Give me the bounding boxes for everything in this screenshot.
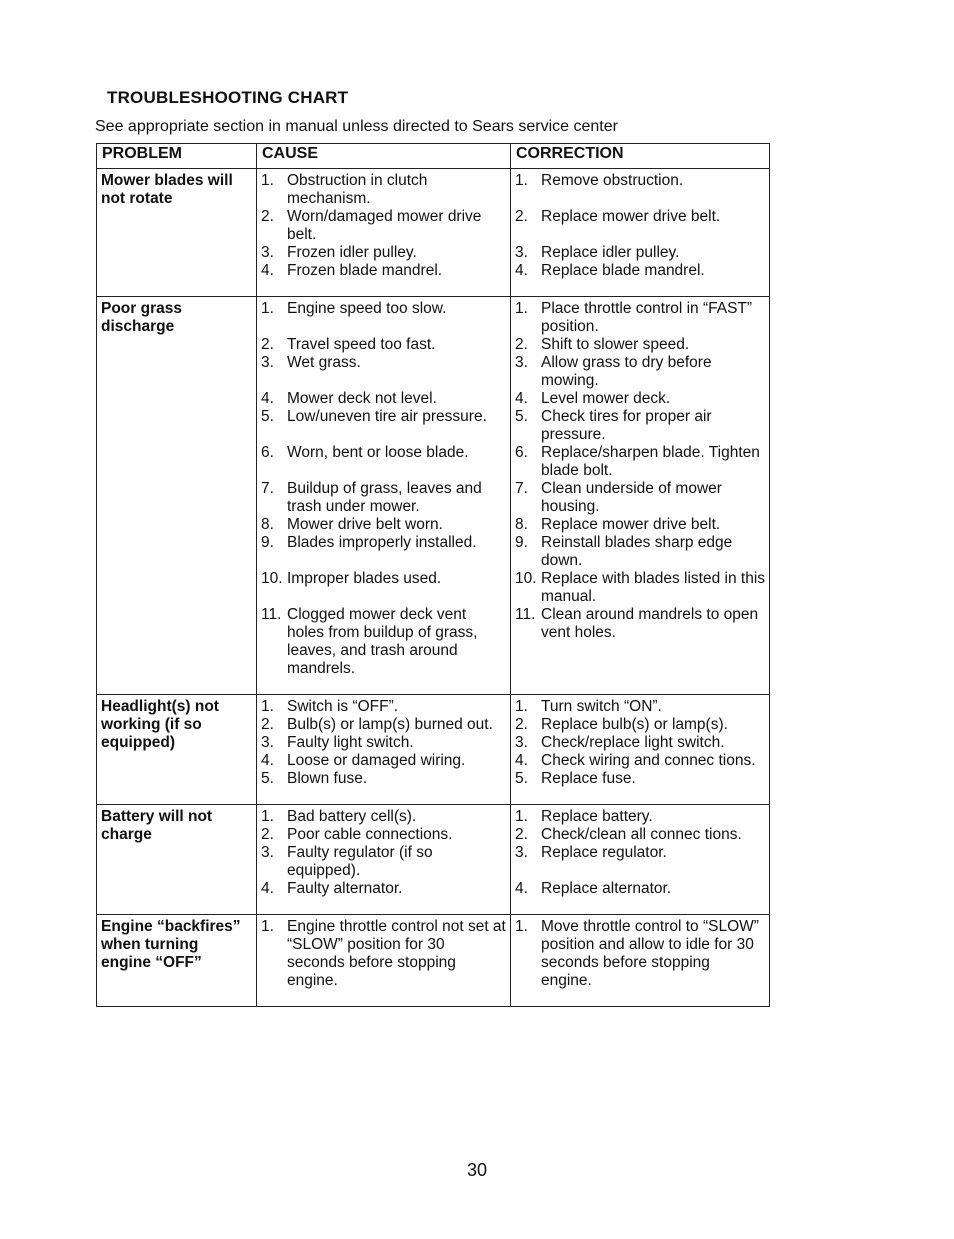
cause-text: Engine speed too slow. (287, 300, 447, 317)
item-number: 6. (515, 444, 528, 461)
correction-item (515, 716, 765, 734)
cause-item (261, 390, 506, 408)
correction-text: Clean underside of mower housing. (541, 480, 722, 515)
correction-text: Replace bulb(s) or lamp(s). (541, 716, 728, 733)
item-number: 4. (515, 262, 528, 279)
cause-item (261, 244, 506, 262)
cause-text: Bad battery cell(s). (287, 808, 417, 825)
cause-text: Frozen blade mandrel. (287, 262, 443, 279)
item-number: 6. (261, 444, 274, 461)
correction-item (515, 300, 765, 336)
correction-text: Check wiring and connec tions. (541, 752, 756, 769)
table-body (97, 169, 770, 1007)
correction-cell (511, 915, 770, 1007)
item-number: 2. (261, 208, 274, 225)
cause-list (261, 698, 506, 788)
cause-text: Faulty light switch. (287, 734, 414, 751)
cause-item (261, 480, 506, 516)
correction-text: Check/replace light switch. (541, 734, 725, 751)
cause-item (261, 880, 506, 898)
cause-item (261, 534, 506, 570)
correction-text: Reinstall blades sharp edge down. (541, 534, 733, 569)
correction-list (515, 698, 765, 788)
correction-text: Replace battery. (541, 808, 653, 825)
cause-text: Improper blades used. (287, 570, 442, 587)
cause-text: Blown fuse. (287, 770, 368, 787)
correction-item (515, 826, 765, 844)
cause-item (261, 770, 506, 788)
correction-text: Replace blade mandrel. (541, 262, 705, 279)
cause-item (261, 516, 506, 534)
table-header-row (97, 144, 770, 169)
item-number: 5. (261, 770, 274, 787)
correction-item (515, 808, 765, 826)
correction-text: Check/clean all connec tions. (541, 826, 742, 843)
correction-item (515, 880, 765, 898)
item-number: 10. (515, 570, 537, 587)
correction-text: Replace/sharpen blade. Tighten blade bolt. (541, 444, 760, 479)
item-number: 4. (261, 262, 274, 279)
item-number: 8. (515, 516, 528, 533)
correction-item (515, 354, 765, 390)
cause-item (261, 570, 506, 606)
cause-text: Switch is “OFF”. (287, 698, 399, 715)
item-number: 4. (261, 390, 274, 407)
cause-text: Blades improperly installed. (287, 534, 477, 551)
item-number: 2. (261, 336, 274, 353)
table-row (97, 805, 770, 915)
cause-text: Faulty regulator (if so equipped). (287, 844, 433, 879)
item-number: 3. (515, 844, 528, 861)
correction-text: Replace alternator. (541, 880, 672, 897)
cause-item (261, 844, 506, 880)
table-row (97, 297, 770, 695)
problem-cell: Engine “backfires” when turning engine “OFF” (97, 915, 257, 1007)
correction-item (515, 172, 765, 208)
item-number: 10. (261, 570, 283, 587)
correction-item (515, 534, 765, 570)
item-number: 1. (261, 698, 274, 715)
correction-text: Replace fuse. (541, 770, 636, 787)
cause-list (261, 808, 506, 898)
item-number: 4. (515, 752, 528, 769)
cause-text: Travel speed too fast. (287, 336, 436, 353)
correction-text: Place throttle control in “FAST” position. (541, 300, 753, 335)
correction-item (515, 390, 765, 408)
correction-text: Remove obstruction. (541, 172, 684, 189)
cause-text: Engine throttle control not set at “SLOW” position for 30 seconds before stopping engine. (287, 918, 506, 989)
table-row (97, 169, 770, 297)
correction-item (515, 208, 765, 244)
correction-item (515, 752, 765, 770)
cause-item (261, 300, 506, 336)
problem-cell: Poor grass discharge (97, 297, 257, 695)
page-number: 30 (466, 1160, 488, 1180)
table-row (97, 695, 770, 805)
correction-item (515, 444, 765, 480)
cause-item (261, 262, 506, 280)
item-number: 5. (261, 408, 274, 425)
correction-item (515, 336, 765, 354)
cause-item (261, 354, 506, 390)
item-number: 1. (261, 918, 274, 935)
problem-cell: Headlight(s) not working (if so equipped) (97, 695, 257, 805)
correction-item (515, 244, 765, 262)
correction-text: Replace idler pulley. (541, 244, 680, 261)
correction-item (515, 844, 765, 880)
correction-item (515, 408, 765, 444)
header-correction: CORRECTION (511, 144, 770, 169)
cause-text: Worn, bent or loose blade. (287, 444, 469, 461)
chart-subtitle: See appropriate section in manual unless directed to Sears service center (95, 118, 618, 135)
correction-cell (511, 805, 770, 915)
item-number: 2. (261, 716, 274, 733)
cause-cell (257, 915, 511, 1007)
correction-text: Replace mower drive belt. (541, 516, 721, 533)
item-number: 9. (515, 534, 528, 551)
correction-text: Replace regulator. (541, 844, 667, 861)
cause-cell (257, 695, 511, 805)
cause-text: Faulty alternator. (287, 880, 403, 897)
cause-item (261, 918, 506, 990)
cause-text: Poor cable connections. (287, 826, 453, 843)
item-number: 7. (261, 480, 274, 497)
header-cause: CAUSE (257, 144, 511, 169)
item-number: 2. (515, 208, 528, 225)
cause-item (261, 808, 506, 826)
item-number: 3. (261, 244, 274, 261)
correction-text: Clean around mandrels to open vent holes. (541, 606, 759, 641)
cause-text: Mower deck not level. (287, 390, 437, 407)
item-number: 5. (515, 408, 528, 425)
cause-text: Loose or damaged wiring. (287, 752, 466, 769)
cause-list (261, 918, 506, 990)
item-number: 1. (261, 808, 274, 825)
correction-text: Level mower deck. (541, 390, 671, 407)
correction-text: Shift to slower speed. (541, 336, 690, 353)
item-number: 1. (515, 918, 528, 935)
cause-text: Obstruction in clutch mechanism. (287, 172, 428, 207)
correction-cell (511, 297, 770, 695)
correction-list (515, 918, 765, 990)
item-number: 2. (515, 716, 528, 733)
cause-item (261, 716, 506, 734)
cause-item (261, 698, 506, 716)
cause-list (261, 300, 506, 678)
header-problem: PROBLEM (97, 144, 257, 169)
item-number: 4. (261, 752, 274, 769)
item-number: 1. (515, 698, 528, 715)
cause-cell (257, 297, 511, 695)
cause-text: Wet grass. (287, 354, 361, 371)
cause-item (261, 752, 506, 770)
item-number: 9. (261, 534, 274, 551)
troubleshooting-table (96, 143, 770, 1007)
cause-item (261, 606, 506, 678)
correction-item (515, 262, 765, 280)
cause-item (261, 826, 506, 844)
correction-list (515, 300, 765, 678)
correction-list (515, 172, 765, 280)
item-number: 7. (515, 480, 528, 497)
item-number: 1. (515, 172, 528, 189)
item-number: 2. (515, 826, 528, 843)
cause-text: Clogged mower deck vent holes from buildup of grass, leaves, and trash around mandrels. (287, 606, 478, 677)
correction-item (515, 606, 765, 678)
cause-text: Buildup of grass, leaves and trash under mower. (287, 480, 482, 515)
correction-item (515, 570, 765, 606)
cause-text: Low/uneven tire air pressure. (287, 408, 487, 425)
cause-text: Bulb(s) or lamp(s) burned out. (287, 716, 493, 733)
correction-list (515, 808, 765, 898)
item-number: 5. (515, 770, 528, 787)
item-number: 2. (515, 336, 528, 353)
correction-cell (511, 169, 770, 297)
correction-text: Turn switch “ON”. (541, 698, 662, 715)
correction-item (515, 698, 765, 716)
item-number: 4. (515, 880, 528, 897)
cause-cell (257, 169, 511, 297)
cause-cell (257, 805, 511, 915)
item-number: 1. (515, 300, 528, 317)
problem-cell: Battery will not charge (97, 805, 257, 915)
correction-text: Replace with blades listed in this manual. (541, 570, 766, 605)
correction-item (515, 480, 765, 516)
cause-item (261, 208, 506, 244)
cause-text: Mower drive belt worn. (287, 516, 443, 533)
correction-text: Check tires for proper air pressure. (541, 408, 712, 443)
correction-item (515, 770, 765, 788)
cause-text: Frozen idler pulley. (287, 244, 417, 261)
item-number: 8. (261, 516, 274, 533)
cause-item (261, 336, 506, 354)
item-number: 1. (261, 172, 274, 189)
item-number: 3. (261, 844, 274, 861)
item-number: 3. (515, 244, 528, 261)
item-number: 1. (515, 808, 528, 825)
cause-item (261, 172, 506, 208)
item-number: 4. (515, 390, 528, 407)
item-number: 4. (261, 880, 274, 897)
item-number: 3. (261, 354, 274, 371)
correction-text: Replace mower drive belt. (541, 208, 721, 225)
item-number: 1. (261, 300, 274, 317)
correction-text: Allow grass to dry before mowing. (541, 354, 712, 389)
chart-title: TROUBLESHOOTING CHART (107, 88, 349, 107)
correction-item (515, 918, 765, 990)
correction-cell (511, 695, 770, 805)
cause-item (261, 444, 506, 480)
problem-cell: Mower blades will not rotate (97, 169, 257, 297)
correction-item (515, 516, 765, 534)
item-number: 3. (515, 354, 528, 371)
correction-text: Move throttle control to “SLOW” position and allow to idle for 30 seconds before stopping engine. (541, 918, 759, 989)
item-number: 11. (515, 606, 536, 623)
item-number: 11. (261, 606, 282, 623)
correction-item (515, 734, 765, 752)
item-number: 2. (261, 826, 274, 843)
item-number: 3. (515, 734, 528, 751)
cause-text: Worn/damaged mower drive belt. (287, 208, 482, 243)
cause-list (261, 172, 506, 280)
table-row (97, 915, 770, 1007)
cause-item (261, 408, 506, 444)
item-number: 3. (261, 734, 274, 751)
cause-item (261, 734, 506, 752)
